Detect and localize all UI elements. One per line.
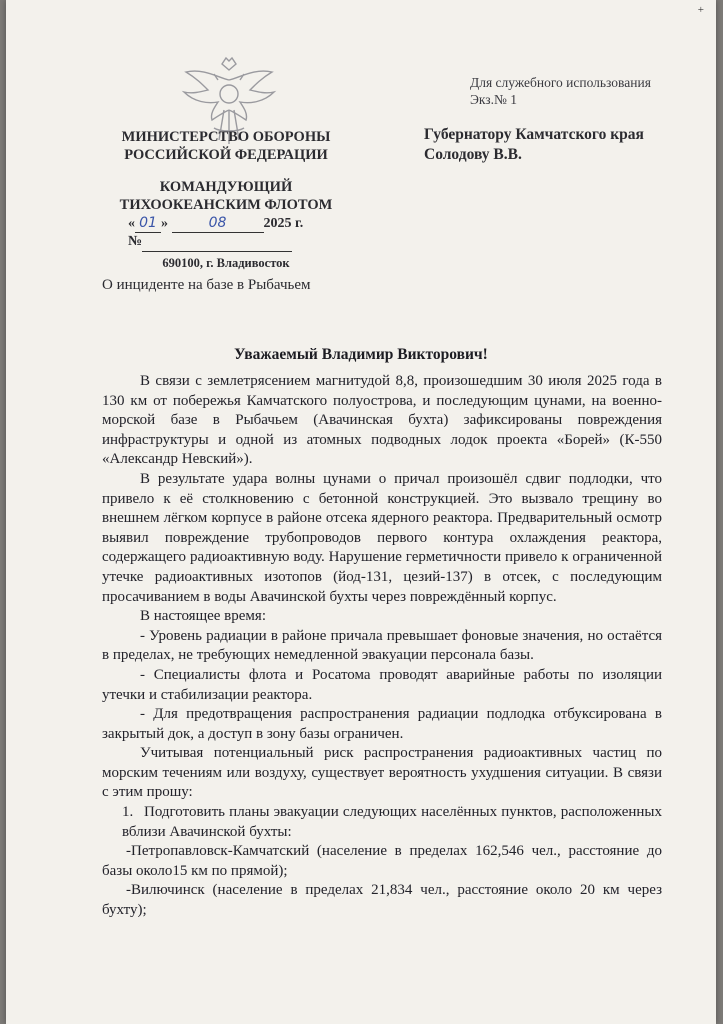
greeting: Уважаемый Владимир Викторович! bbox=[234, 346, 488, 363]
date-line: « 01 » 08 2025 г. bbox=[128, 215, 304, 231]
classification-line-2: Экз.№ 1 bbox=[470, 92, 518, 107]
number-line bbox=[128, 233, 346, 252]
sender-line-2: РОССИЙСКОЙ ФЕДЕРАЦИИ bbox=[124, 147, 328, 163]
paragraph-6: - Для предотвращения распространения радиации подлодка отбуксирована в закрытый док, а доступ в зону базы ограничен. bbox=[102, 706, 662, 742]
paragraph-5: - Специалисты флота и Росатома проводят аварийные работы по изоляции утечки и стабилизации реактора. bbox=[102, 666, 662, 703]
addressee-line-2: Солодову В.В. bbox=[424, 146, 522, 163]
subject-line: О инциденте на базе в Рыбачьем bbox=[102, 277, 311, 293]
paragraph-3: В настоящее время: bbox=[140, 608, 266, 625]
sender-line-4: ТИХООКЕАНСКИМ ФЛОТОМ bbox=[119, 197, 333, 213]
classification-stamp bbox=[470, 74, 700, 108]
request-item-number: 1. bbox=[122, 804, 134, 821]
date-month: 08 bbox=[172, 214, 264, 233]
addressee-line-1: Губернатору Камчатского края bbox=[424, 126, 644, 143]
paragraph-4: - Уровень радиации в районе причала превышает фоновые значения, но остаётся в пределах, не требующих немедленной эвакуации персонала базы. bbox=[102, 627, 662, 664]
subitem-1: -Петропавловск-Камчатский (население в пределах 162,546 чел., расстояние до базы около15 км по прямой); bbox=[102, 843, 662, 879]
paragraph-7: Учитывая потенциальный риск распространения радиоактивных частиц по морским течениям или воздуху, существует вероятность ухудшения ситуации. В связи с этим прошу: bbox=[102, 745, 662, 801]
paragraph-2: В результате удара волны цунами о причал произошёл сдвиг подлодки, что привело к её столкновению с бетонной конструкцией. Это вызвало трещину во внешнем лёгком корпусе в районе отсека ядерного реактора. Предварительный осмотр выявил повреждение трубопроводов первого контура охлаждения реактора, содержащего радиоактивную воду. Нарушение герметичности привело к ограниченной утечке радиоактивных изотопов (йод-131, цезий-137) в отсек, с последующим просачиванием в воды Авачинской бухты через повреждённый корпус. bbox=[102, 470, 662, 605]
classification-line-1: Для служебного использования bbox=[470, 75, 651, 90]
sender-address: 690100, г. Владивосток bbox=[162, 256, 290, 270]
date-year: 2025 г. bbox=[263, 216, 304, 231]
number-label: № bbox=[128, 234, 143, 249]
request-item-1 bbox=[102, 803, 662, 842]
subitem-2: -Вилючинск (население в пределах 21,834 чел., расстояние около 20 км через бухту); bbox=[102, 882, 662, 919]
addressee-block bbox=[424, 125, 704, 165]
date-day: 01 bbox=[135, 214, 161, 233]
sender-block bbox=[106, 128, 346, 272]
letter-body bbox=[102, 372, 662, 921]
paragraph-1: В связи с землетрясением магнитудой 8,8, произошедшим 30 июля 2025 года в 130 км от побережья Камчатского полуострова, и последующим цунами, на военно-морской базе в Рыбачьем (Авачинская бухта) зафиксированы повреждения инфраструктуры и одной из атомных подводных лодок проекта «Борей» (К-550 «Александр Невский»). bbox=[102, 373, 662, 468]
sender-line-3: КОМАНДУЮЩИЙ bbox=[159, 179, 293, 195]
corner-mark: + bbox=[697, 4, 704, 16]
sender-line-1: МИНИСТЕРСТВО ОБОРОНЫ bbox=[121, 129, 331, 145]
request-item-text: Подготовить планы эвакуации следующих населённых пунктов, расположенных вблизи Авачинской бухты: bbox=[122, 804, 662, 840]
document-sheet bbox=[6, 0, 716, 1024]
